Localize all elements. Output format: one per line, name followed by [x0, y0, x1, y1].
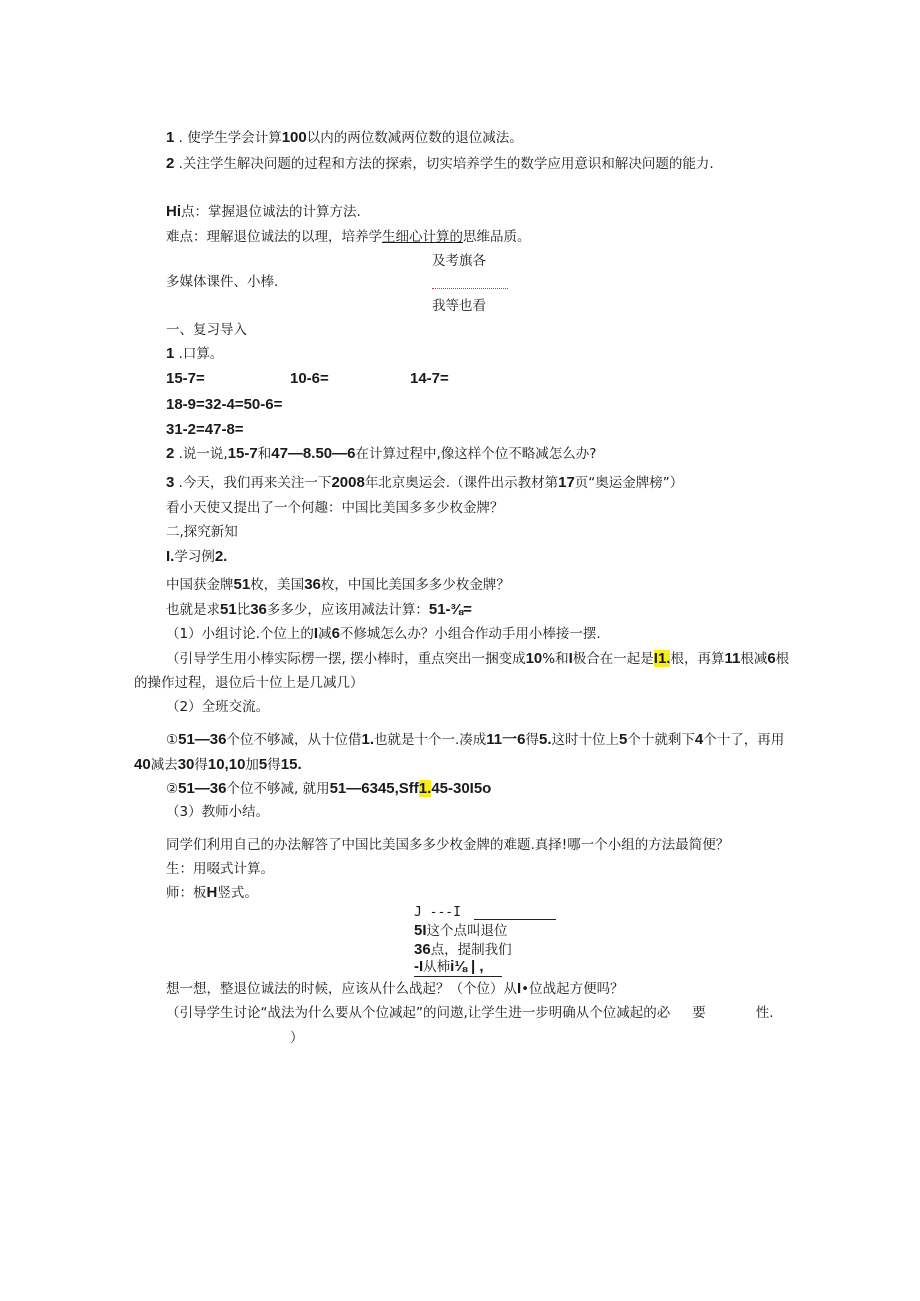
step-1-group-discussion: （1）小组讨论.个位上的I减6不修城怎么办？小组合作动手用小棒接一摆. [166, 625, 601, 642]
section-explore-heading: 二,探究新知 [166, 524, 238, 540]
highlight-mark: 1. [418, 780, 432, 797]
calc-row-1b: 10-6= [290, 370, 329, 387]
goal-2: 2 .关注学生解决问题的过程和方法的探索，切实培养学生的数学应用意识和解决问题的能力. [166, 155, 714, 172]
think-question: 想一想，整退位诚法的时候，应该从什么战起？（个位）从I•位战起方便吗？ [166, 980, 624, 997]
method-1-cont: 40减去30得10,10加5得15. [134, 756, 302, 773]
calc-row-2: 18-9=32-4=50-6= [166, 396, 283, 413]
vertical-form-top: J ---I [414, 905, 461, 920]
guide-sticks: （引导学生用小棒实际楞一摆, 摆小棒时，重点突出一捆变成10%和I极合在一起是I1.根，再算11根减6根 [166, 650, 790, 667]
oral-calc-label: 1 .口算。 [166, 345, 224, 362]
prep-heading-1: 及考旗各 [432, 253, 486, 269]
guide-sticks-cont: 的操作过程，退位后十位上是几减几） [134, 675, 364, 691]
guide-discussion: （引导学生讨论“战法为什么要从个位减起”的问遨,让学生进一步明确从个位减起的必 要 性. [166, 1005, 774, 1021]
vertical-form-line-3: -I从柿i⅛ | , [414, 958, 484, 975]
calc-row-1a: 15-7= [166, 370, 205, 387]
angel-question: 看小天使又提出了一个何趣：中国比美国多多少枚金牌？ [166, 500, 504, 516]
question-3: 3 .今天，我们再来关注一下2008年北京奥运会.（课件出示教材第17页“奥运金牌榜”） [166, 474, 684, 491]
example-label: I.学习例2. [166, 548, 228, 565]
medal-problem: 中国获金牌51枚，美国36枚，中国比美国多多少枚金牌？ [166, 576, 510, 593]
method-1: ①51—36个位不够减，从十位借1.也就是十个一.凑成11一6得5.这时十位上5个十就剩下4个十了，再用 [166, 731, 785, 748]
goal-1: 1 . 使学生学会计算100以内的两位数减两位数的退位减法。 [166, 129, 523, 146]
difficulty-point: 难点：理解退位诚法的以理，培养学生细心计算的思维品质。 [166, 229, 531, 245]
prep-heading-2: 我等也看 [432, 298, 486, 314]
method-2: ②51—36个位不够减, 就用51—6345,Sff1.45-30I5o [166, 780, 492, 797]
vertical-form-line-1: 5I这个点叫退位 [414, 922, 508, 939]
calc-row-1c: 14-7= [410, 370, 449, 387]
step-3-teacher-summary: （3）教师小结。 [166, 804, 270, 820]
key-point: Hi点：掌握退位诚法的计算方法. [166, 203, 361, 220]
dotted-divider [432, 288, 508, 289]
subtraction-setup: 也就是求51比36多多少，应该用减法计算：51-⅜= [166, 601, 472, 618]
vertical-form-rule [474, 919, 556, 920]
highlight-mark: I1. [653, 650, 671, 667]
calc-row-3: 31-2=47-8= [166, 421, 244, 438]
teacher-line: 师：板H竖式。 [166, 884, 258, 901]
materials: 多媒体课件、小棒. [166, 274, 279, 290]
vertical-form-rule-2 [414, 976, 502, 977]
student-line: 生：用啜式计算。 [166, 861, 274, 877]
section-review-heading: 一、复习导入 [166, 322, 247, 338]
question-2: 2 .说一说,15-7和47—8.50—6在计算过程中,像这样个位不略减怎么办? [166, 445, 597, 462]
step-2-class-exchange: （2）全班交流。 [166, 699, 270, 715]
vertical-form-line-2: 36点，提制我们 [414, 941, 512, 958]
summary-text: 同学们利用自己的办法解答了中国比美国多多少枚金牌的难题.真择!哪一个小组的方法最简便？ [166, 837, 730, 853]
closing-paren: ） [290, 1030, 304, 1046]
